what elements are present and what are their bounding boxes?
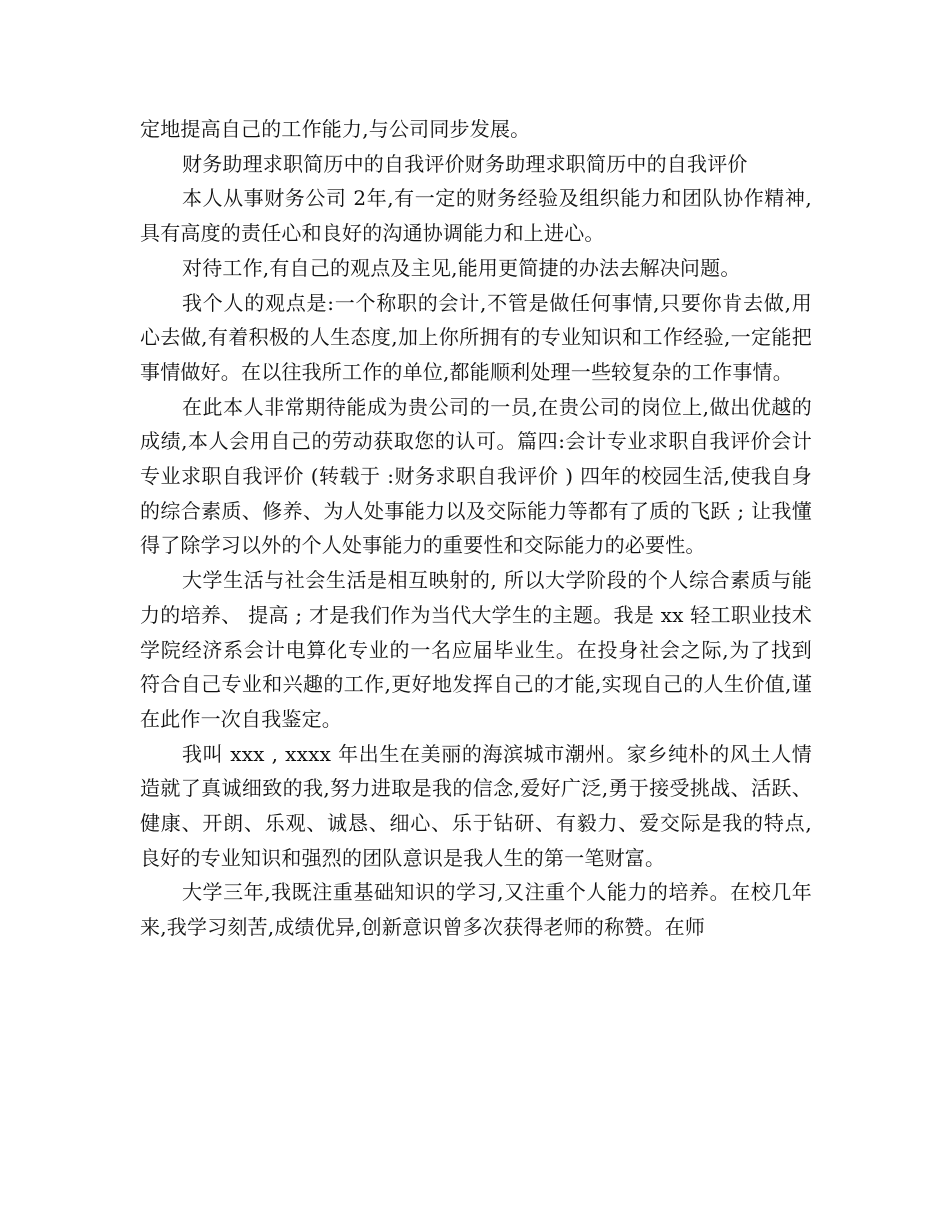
paragraph-5: 我个人的观点是:一个称职的会计,不管是做任何事情,只要你肯去做,用心去做,有着积极的人生态度,加上你所拥有的专业知识和工作经验,一定能把事情做好。在以往我所工作的单位,都能顺利处理一些较复杂的工作事情。 [140, 290, 812, 384]
paragraph-9: 大学三年,我既注重基础知识的学习,又注重个人能力的培养。在校几年来,我学习刻苦,成绩优异,创新意识曾多次获得老师的称赞。在师 [140, 880, 812, 940]
document-page [140, 112, 812, 945]
paragraph-7: 大学生活与社会生活是相互映射的, 所以大学阶段的个人综合素质与能力的培养、 提高 ; 才是我们作为当代大学生的主题。我是 xx 轻工职业技术学院经济系会计电算化专业的一名应届毕业生。在投身社会之际,为了找到符合自己专业和兴趣的工作,更好地发挥自己的才能,实现自己的人生价值,谨在此作一次自我鉴定。 [140, 568, 812, 731]
paragraph-6: 在此本人非常期待能成为贵公司的一员,在贵公司的岗位上,做出优越的成绩,本人会用自己的劳动获取您的认可。篇四:会计专业求职自我评价会计专业求职自我评价 (转载于 :财务求职自我评价 ) 四年的校园生活,使我自身的综合素质、修养、为人处事能力以及交际能力等都有了质的飞跃 ; 让我懂得了除学习以外的个人处事能力的重要性和交际能力的必要性。 [140, 394, 812, 558]
paragraph-3: 本人从事财务公司 2年,有一定的财务经验及组织能力和团队协作精神,具有高度的责任心和良好的沟通协调能力和上进心。 [140, 186, 812, 246]
paragraph-8: 我叫 xxx , xxxx 年出生在美丽的海滨城市潮州。家乡纯朴的风土人情造就了真诚细致的我,努力进取是我的信念,爱好广泛,勇于接受挑战、活跃、健康、开朗、乐观、诚恳、细心、乐于钻研、有毅力、爱交际是我的特点,良好的专业知识和强烈的团队意识是我人生的第一笔财富。 [140, 741, 812, 870]
paragraph-4: 对待工作,有自己的观点及主见,能用更简捷的办法去解决问题。 [182, 255, 741, 280]
paragraph-1: 定地提高自己的工作能力,与公司同步发展。 [140, 117, 531, 141]
paragraph-2: 财务助理求职简历中的自我评价财务助理求职简历中的自我评价 [182, 151, 748, 176]
